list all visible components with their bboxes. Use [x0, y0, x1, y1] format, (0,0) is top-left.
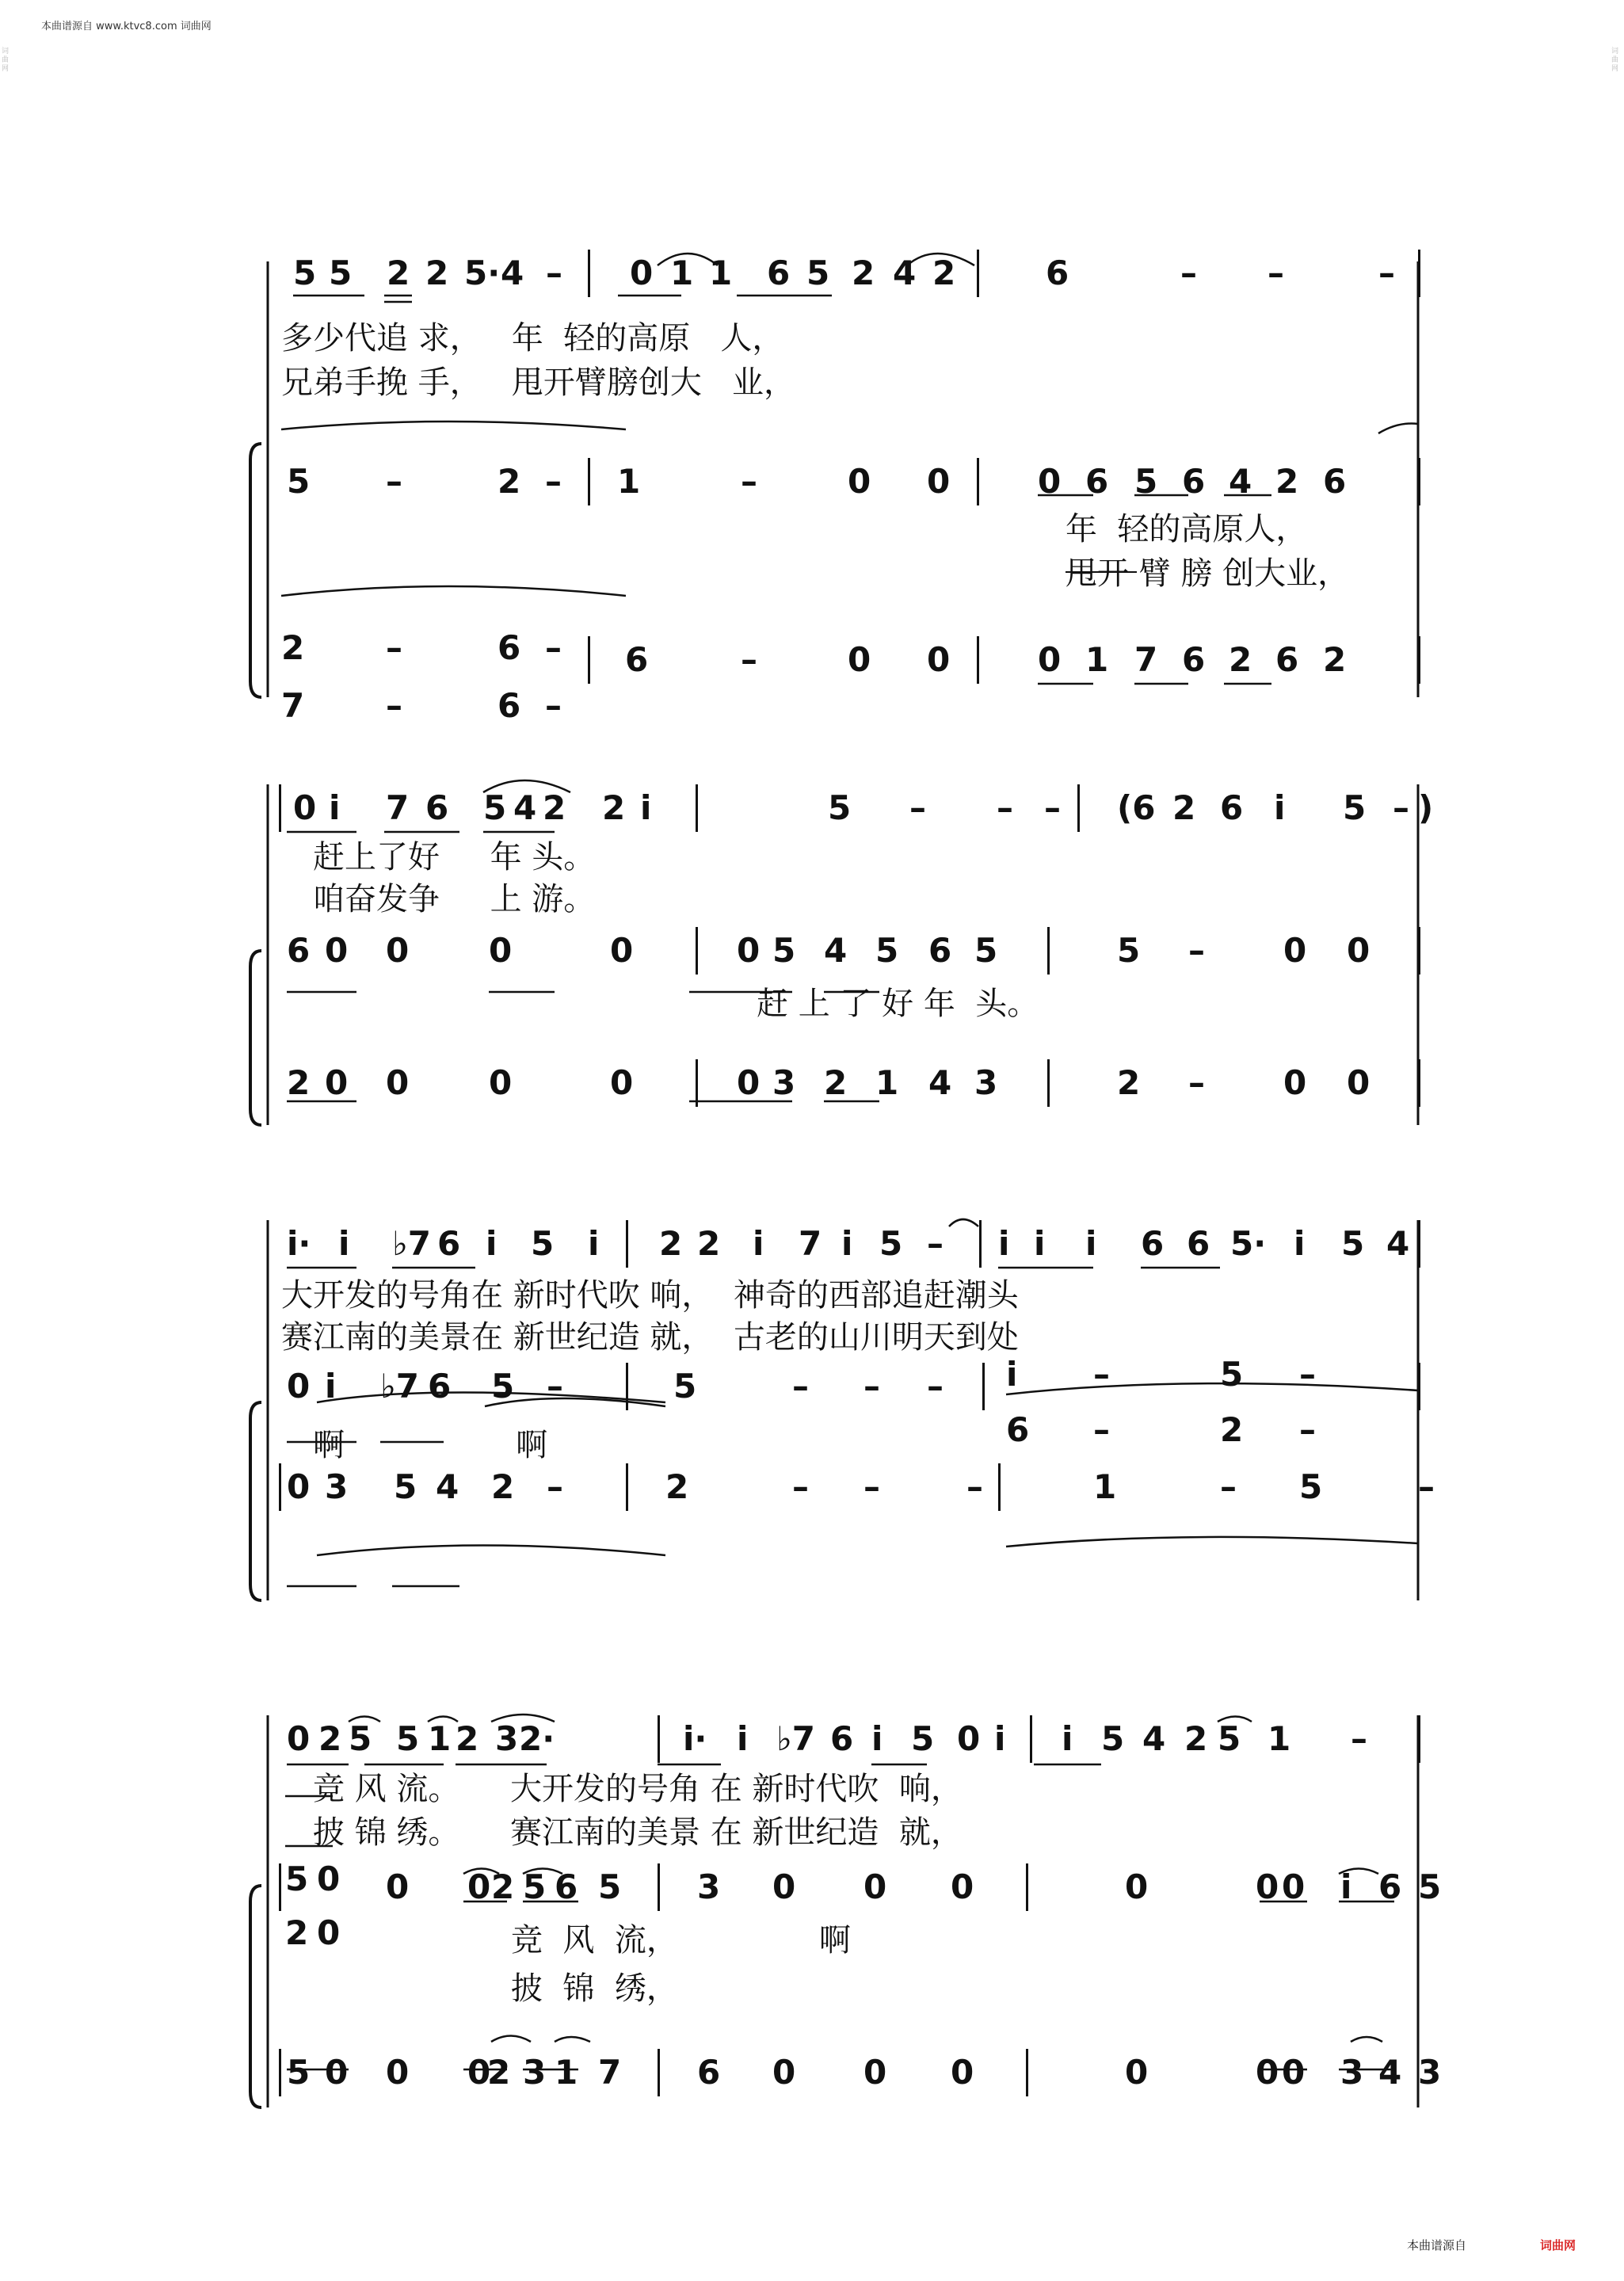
note: i: [737, 1719, 749, 1758]
note: 3: [697, 1867, 721, 1906]
note: –: [546, 254, 562, 292]
note: 5: [806, 254, 830, 292]
lyric-text: 披 锦 绣。 赛江南的美景 在 新世纪造 就，: [313, 1814, 963, 1851]
note: 2: [1184, 1719, 1208, 1758]
note: 6: [1378, 1867, 1402, 1906]
note: 2: [697, 1224, 721, 1263]
note: –: [547, 1367, 563, 1406]
note: 6: [555, 1867, 578, 1906]
staff-bracket: [250, 1402, 261, 1600]
note: 6: [287, 931, 311, 970]
lyric-text: 赶上了好 年 头。: [313, 839, 596, 875]
note: 7: [386, 788, 410, 827]
note: 2: [659, 1224, 683, 1263]
note: i·: [683, 1719, 707, 1758]
note: –: [1093, 1410, 1110, 1449]
note: 5: [1134, 462, 1158, 501]
note: 0: [863, 2053, 887, 2092]
note: 5: [1343, 788, 1367, 827]
note: 2: [497, 462, 521, 501]
note: 1: [1085, 640, 1109, 679]
slur: [428, 1717, 458, 1722]
note: 0: [737, 1063, 761, 1102]
note: 0: [467, 2053, 491, 2092]
note: i: [1034, 1224, 1046, 1263]
slur: [1339, 1869, 1378, 1875]
note: –: [545, 462, 562, 501]
lyric-text: 年 轻的高原人，: [1066, 511, 1308, 547]
note: 0: [951, 1867, 974, 1906]
note: i: [1062, 1719, 1073, 1758]
slur: [1006, 1537, 1418, 1547]
note: 2: [281, 628, 305, 667]
slur: [463, 1869, 499, 1875]
slur: [483, 780, 570, 792]
note: i: [871, 1719, 883, 1758]
staff-bracket: [250, 951, 261, 1125]
note: 2: [456, 1719, 479, 1758]
note: 1: [670, 254, 694, 292]
note: –: [1268, 254, 1284, 292]
note: 5: [879, 1224, 903, 1263]
note: –: [1418, 1467, 1435, 1506]
note: 0: [317, 1860, 341, 1898]
note: –: [792, 1367, 809, 1406]
note: 0: [287, 1367, 311, 1406]
note: 0: [386, 1867, 410, 1906]
note: –: [1180, 254, 1197, 292]
note: 5·: [1230, 1224, 1267, 1263]
note: 2: [824, 1063, 848, 1102]
note: –: [386, 462, 402, 501]
note: 2: [1220, 1410, 1244, 1449]
slur: [555, 2037, 590, 2042]
note: –: [545, 686, 562, 725]
note: 2: [285, 1913, 309, 1952]
note: 6: [928, 931, 952, 970]
note: 6: [1085, 462, 1109, 501]
note: –: [863, 1367, 880, 1406]
note: ): [1418, 788, 1434, 827]
note: –: [386, 686, 402, 725]
note: i: [1274, 788, 1286, 827]
note: –: [1393, 788, 1409, 827]
note: ♭7: [380, 1367, 420, 1406]
note: 0: [610, 931, 634, 970]
slur: [491, 1715, 555, 1722]
note: 0: [386, 1063, 410, 1102]
note: ♭7: [392, 1224, 432, 1263]
note: 0: [737, 931, 761, 970]
note: ♭7: [776, 1719, 816, 1758]
note: 3: [495, 1719, 519, 1758]
note: 6: [1275, 640, 1299, 679]
note: 5: [531, 1224, 555, 1263]
note: 0: [848, 640, 871, 679]
note: 4: [1229, 462, 1252, 501]
note: 5: [285, 1860, 309, 1898]
note: 0: [386, 2053, 410, 2092]
note: –: [386, 628, 402, 667]
note: 6: [625, 640, 649, 679]
note: 6: [1182, 640, 1206, 679]
note: –: [1044, 788, 1061, 827]
note: 6: [425, 788, 449, 827]
note: 0: [1283, 931, 1307, 970]
note: 4: [1386, 1224, 1410, 1263]
note: 0: [863, 1867, 887, 1906]
note: 2: [1229, 640, 1252, 679]
note: –: [1188, 1063, 1205, 1102]
note: i: [994, 1719, 1006, 1758]
note: –: [966, 1467, 983, 1506]
note: 2: [932, 254, 956, 292]
note: 5: [772, 931, 796, 970]
slur: [523, 1869, 562, 1875]
note: 7: [799, 1224, 822, 1263]
slur: [1378, 424, 1418, 434]
note: 6: [697, 2053, 721, 2092]
note: 0: [1347, 1063, 1370, 1102]
note: –: [1220, 1467, 1237, 1506]
note: 0: [957, 1719, 981, 1758]
note: i: [998, 1224, 1010, 1263]
slur: [281, 421, 626, 429]
footer-site-name: 词曲网: [1540, 2238, 1576, 2252]
note: 4: [436, 1467, 459, 1506]
footer-source-label: 本曲谱源自: [1407, 2238, 1467, 2252]
note: 2: [387, 254, 410, 292]
slur: [907, 254, 974, 265]
note: i: [1340, 1867, 1352, 1906]
note: 0: [772, 1867, 796, 1906]
slur: [317, 1546, 665, 1556]
note: 0: [848, 462, 871, 501]
note: 0: [325, 2053, 349, 2092]
note: 3: [1418, 2053, 1442, 2092]
note: –: [1378, 254, 1395, 292]
note: 5: [1299, 1467, 1323, 1506]
note: 1: [1268, 1719, 1291, 1758]
note: –: [545, 628, 562, 667]
note: 2: [425, 254, 449, 292]
note: 2: [852, 254, 875, 292]
slur: [1351, 2037, 1382, 2042]
note: –: [997, 788, 1013, 827]
note: 0: [1256, 2053, 1279, 2092]
note: –: [1093, 1355, 1110, 1394]
lyric-text: 赶 上 了 好 年 头。: [757, 986, 1039, 1022]
note: 0: [386, 931, 410, 970]
lyric-text: 赛江南的美景在 新世纪造 就， 古老的山川明天到处: [281, 1319, 1019, 1356]
note: 3: [772, 1063, 796, 1102]
note: 0: [1282, 1867, 1306, 1906]
note: 2: [1172, 788, 1196, 827]
note: 4: [513, 788, 537, 827]
side-watermark-right: 词曲网: [1611, 48, 1619, 73]
note: –: [927, 1367, 944, 1406]
slur: [349, 1717, 380, 1722]
note: 2: [318, 1719, 342, 1758]
lyric-text: 多少代追 求， 年 轻的高原 人，: [281, 320, 784, 357]
slur: [949, 1219, 978, 1226]
note: 0: [1125, 1867, 1149, 1906]
side-watermark-left: 词曲网: [2, 48, 10, 73]
note: 5: [491, 1367, 515, 1406]
note: 0: [1125, 2053, 1149, 2092]
note: 0: [927, 462, 951, 501]
note: 6: [767, 254, 791, 292]
note: 6: [1187, 1224, 1210, 1263]
note: 2·: [519, 1719, 555, 1758]
note: 5: [673, 1367, 697, 1406]
note: 4: [824, 931, 848, 970]
lyric-text: 竞 风 流。 大开发的号角 在 新时代吹 响，: [313, 1771, 963, 1807]
lyric-text: 大开发的号角在 新时代吹 响， 神奇的西部追赶潮头: [281, 1277, 1019, 1314]
note: 5: [349, 1719, 372, 1758]
note: 6: [497, 686, 521, 725]
note: 5: [911, 1719, 935, 1758]
note: –: [909, 788, 926, 827]
note: 0: [927, 640, 951, 679]
note: 5: [875, 931, 899, 970]
note: 5: [1220, 1355, 1244, 1394]
note: 5: [329, 254, 353, 292]
note: 1: [1093, 1467, 1117, 1506]
slur: [1218, 1717, 1252, 1722]
note: –: [1351, 1719, 1367, 1758]
note: 6: [830, 1719, 854, 1758]
note: 5: [293, 254, 317, 292]
note: 4: [928, 1063, 952, 1102]
note: 3: [325, 1467, 349, 1506]
note: 4: [1378, 2053, 1402, 2092]
note: 5·: [464, 254, 501, 292]
note: 5: [828, 788, 852, 827]
note: i: [753, 1224, 764, 1263]
lyric-text: 啊 啊: [313, 1427, 548, 1463]
note: 6: [1182, 462, 1206, 501]
note: i: [588, 1224, 600, 1263]
slur: [281, 586, 626, 596]
note: 1: [875, 1063, 899, 1102]
note: i: [1294, 1224, 1306, 1263]
note: 5: [1117, 931, 1141, 970]
note: –: [741, 462, 757, 501]
note: 5: [1218, 1719, 1241, 1758]
note: –: [863, 1467, 880, 1506]
note: 1: [428, 1719, 452, 1758]
note: 2: [491, 1867, 515, 1906]
note: 0: [1256, 1867, 1279, 1906]
note: 5: [523, 1867, 547, 1906]
note: 0: [325, 1063, 349, 1102]
note: 5: [396, 1719, 420, 1758]
note: i: [841, 1224, 853, 1263]
note: 2: [287, 1063, 311, 1102]
note: 6: [1220, 788, 1244, 827]
note: 0: [287, 1719, 311, 1758]
note: 0: [317, 1913, 341, 1952]
note: 1: [617, 462, 641, 501]
note: 0: [1347, 931, 1370, 970]
note: 3: [974, 1063, 998, 1102]
note: –: [792, 1467, 809, 1506]
lyric-text: 咱奋发争 上 游。: [313, 881, 596, 917]
note: 4: [501, 254, 524, 292]
note: 2: [665, 1467, 689, 1506]
note: 6: [1046, 254, 1069, 292]
note: 0: [325, 931, 349, 970]
note: 3: [1340, 2053, 1364, 2092]
note: 0: [1283, 1063, 1307, 1102]
note: 5: [1418, 1867, 1442, 1906]
note: 6: [1323, 462, 1347, 501]
note: –: [1188, 931, 1205, 970]
note: 6: [428, 1367, 452, 1406]
note: 2: [543, 788, 566, 827]
note: –: [927, 1224, 944, 1263]
note: 0: [489, 1063, 513, 1102]
note: i: [325, 1367, 337, 1406]
slur: [491, 2036, 531, 2043]
lyric-text: 甩开 臂 膀 创大业，: [1066, 555, 1350, 592]
note: i: [1006, 1355, 1018, 1394]
note: 0: [1038, 462, 1062, 501]
note: 7: [1134, 640, 1158, 679]
note: 3: [523, 2053, 547, 2092]
note: 2: [1323, 640, 1347, 679]
note: 4: [893, 254, 917, 292]
note: 2: [1275, 462, 1299, 501]
note: 2: [602, 788, 626, 827]
note: 6: [1006, 1410, 1030, 1449]
note: 2: [1117, 1063, 1141, 1102]
note: 6: [497, 628, 521, 667]
note: –: [741, 640, 757, 679]
note: 0: [951, 2053, 974, 2092]
note: 7: [281, 686, 305, 725]
note: 5: [1101, 1719, 1125, 1758]
note: i: [329, 788, 341, 827]
note: i: [640, 788, 652, 827]
note: 0: [293, 788, 317, 827]
lyric-text: 兄弟手挽 手， 甩开臂膀创大 业，: [281, 364, 796, 401]
note: 2: [487, 2053, 511, 2092]
note: –: [1299, 1355, 1316, 1394]
note: i·: [287, 1224, 311, 1263]
note: 1: [555, 2053, 578, 2092]
note: i: [1085, 1224, 1097, 1263]
lyric-text: 竞 风 流， 啊: [511, 1922, 851, 1959]
note: 5: [1341, 1224, 1365, 1263]
note: 0: [467, 1867, 491, 1906]
note: (6: [1117, 788, 1156, 827]
note: 0: [1282, 2053, 1306, 2092]
header-source-text: 本曲谱源自 www.ktvc8.com 词曲网: [41, 21, 212, 32]
note: 0: [610, 1063, 634, 1102]
note: 1: [709, 254, 733, 292]
slur: [658, 254, 718, 265]
note: 6: [437, 1224, 461, 1263]
note: 5: [483, 788, 507, 827]
note: 6: [1141, 1224, 1165, 1263]
note: 0: [287, 1467, 311, 1506]
lyric-text: 披 锦 绣，: [511, 1970, 678, 2007]
note: –: [547, 1467, 563, 1506]
note: 5: [598, 1867, 622, 1906]
staff-bracket: [250, 444, 261, 697]
note: 5: [287, 462, 311, 501]
note: 5: [974, 931, 998, 970]
slur: [1006, 1383, 1418, 1394]
staff-bracket: [250, 1886, 261, 2107]
note: i: [486, 1224, 497, 1263]
note: i: [338, 1224, 350, 1263]
note: –: [1299, 1410, 1316, 1449]
note: 0: [1038, 640, 1062, 679]
note: 5: [287, 2053, 311, 2092]
note: 0: [772, 2053, 796, 2092]
note: 2: [491, 1467, 515, 1506]
note: 0: [489, 931, 513, 970]
note: 0: [630, 254, 654, 292]
note: 5: [394, 1467, 417, 1506]
note: 7: [598, 2053, 622, 2092]
note: 4: [1142, 1719, 1166, 1758]
